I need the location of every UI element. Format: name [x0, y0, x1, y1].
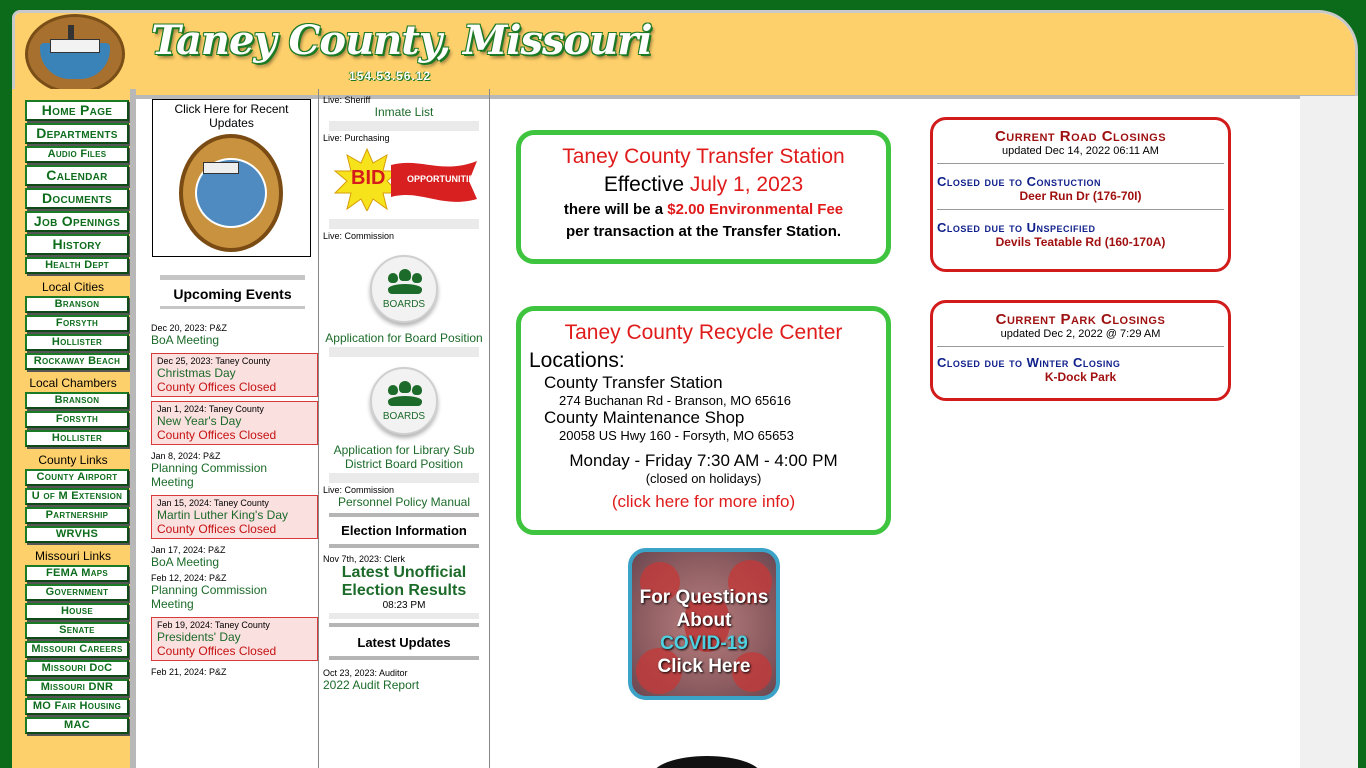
- transfer-station-notice[interactable]: [516, 130, 891, 264]
- more-info-link[interactable]: (click here for more info): [611, 492, 796, 511]
- divider: [329, 544, 479, 548]
- nav-chamber-forsyth[interactable]: Forsyth: [25, 411, 129, 428]
- nav-wrvhs[interactable]: WRVHS: [25, 526, 129, 543]
- holiday-event-item[interactable]: Jan 1, 2024: Taney County New Year's Day County Offices Closed: [151, 401, 318, 445]
- covid-line-2: About: [676, 610, 732, 631]
- effective-date: July 1, 2023: [689, 173, 804, 196]
- commission-label-2: Live: Commission: [323, 485, 395, 495]
- inmate-list-link[interactable]: Inmate List: [374, 105, 434, 119]
- bid-text: BID: [351, 167, 386, 189]
- people-icon: [388, 269, 422, 295]
- update-date: Oct 23, 2023: Auditor: [323, 668, 408, 678]
- nav-senate[interactable]: Senate: [25, 622, 129, 639]
- nav-home-page[interactable]: Home Page: [25, 100, 129, 121]
- nav-city-forsyth[interactable]: Forsyth: [25, 315, 129, 332]
- boards-label: BOARDS: [382, 411, 426, 422]
- recycle-title: Taney County Recycle Center: [564, 321, 843, 344]
- nav-missouri-careers[interactable]: Missouri Careers: [25, 641, 129, 658]
- personnel-policy-link[interactable]: Personnel Policy Manual: [337, 495, 471, 509]
- event-item[interactable]: Dec 20, 2023: P&Z BoA Meeting: [151, 323, 228, 347]
- address-2: 20058 US Hwy 160 - Forsyth, MO 65653: [559, 428, 794, 443]
- road-closings-panel: [930, 117, 1231, 272]
- emergency-management-seal: [179, 134, 283, 252]
- sheriff-label: Live: Sheriff: [323, 95, 371, 105]
- covid-line-4: Click Here: [657, 656, 751, 677]
- nav-divider: [130, 89, 136, 768]
- transfer-title: Taney County Transfer Station: [562, 145, 845, 168]
- event-item[interactable]: Feb 21, 2024: P&Z: [151, 667, 227, 677]
- nav-history[interactable]: History: [25, 234, 129, 255]
- boards-label: BOARDS: [382, 299, 426, 310]
- covid-line-1: For Questions: [639, 587, 769, 608]
- ip-address: 154.53.56.12: [349, 69, 432, 83]
- election-results-link[interactable]: Latest Unofficial Election Results: [341, 564, 467, 599]
- nav-um-extension[interactable]: U of M Extension: [25, 488, 129, 505]
- board-application-link[interactable]: Application for Board Position: [325, 331, 483, 345]
- nav-fema-maps[interactable]: FEMA Maps: [25, 565, 129, 582]
- purchasing-label: Live: Purchasing: [323, 133, 390, 143]
- location-1: County Transfer Station: [544, 373, 723, 392]
- fee-detail: per transaction at the Transfer Station.: [565, 223, 842, 240]
- local-chambers-heading: Local Chambers: [29, 376, 117, 390]
- holiday-event-item[interactable]: Feb 19, 2024: Taney County Presidents' Day County Offices Closed: [151, 617, 318, 661]
- emergency-caption: Click Here for Recent Updates: [174, 102, 289, 130]
- park-updated: updated Dec 2, 2022 @ 7:29 AM: [1000, 328, 1161, 340]
- nav-government[interactable]: Government: [25, 584, 129, 601]
- upcoming-events-heading: Upcoming Events: [173, 286, 292, 302]
- road-item-1[interactable]: Deer Run Dr (176-70I): [1019, 189, 1142, 203]
- nav-chamber-branson[interactable]: Branson: [25, 392, 129, 409]
- library-boards-button[interactable]: [370, 367, 438, 435]
- divider: [329, 347, 479, 357]
- divider: [160, 306, 305, 309]
- election-time: 08:23 PM: [382, 600, 426, 611]
- county-links-heading: County Links: [38, 453, 108, 467]
- people-icon: [388, 381, 422, 407]
- event-item[interactable]: Jan 17, 2024: P&Z BoA Meeting: [151, 545, 226, 569]
- fee-amount: $2.00 Environmental Fee: [667, 201, 844, 218]
- nav-chamber-hollister[interactable]: Hollister: [25, 430, 129, 447]
- audit-report-link[interactable]: 2022 Audit Report: [323, 678, 420, 692]
- right-margin: [1300, 96, 1358, 768]
- nav-departments[interactable]: Departments: [25, 123, 129, 144]
- event-item[interactable]: Jan 8, 2024: P&Z Planning Commission Meeting: [151, 451, 268, 489]
- events-column: [146, 89, 318, 768]
- event-item[interactable]: Feb 12, 2024: P&Z Planning Commission Meeting: [151, 573, 268, 611]
- holiday-note: (closed on holidays): [645, 471, 762, 486]
- location-2: County Maintenance Shop: [544, 408, 745, 427]
- divider: [937, 346, 1224, 347]
- boards-button[interactable]: [370, 255, 438, 323]
- road-category-1: Closed due to Constuction: [937, 174, 1101, 189]
- locations-heading: Locations:: [529, 349, 625, 372]
- opportunities-text: OPPORTUNITIES: [407, 174, 481, 184]
- nav-city-branson[interactable]: Branson: [25, 296, 129, 313]
- divider: [937, 209, 1224, 210]
- county-seal-logo[interactable]: [25, 14, 125, 94]
- site-title: Taney County, Missouri: [151, 17, 652, 64]
- hours: Monday - Friday 7:30 AM - 4:00 PM: [569, 451, 838, 470]
- holiday-event-item[interactable]: Dec 25, 2023: Taney County Christmas Day County Offices Closed: [151, 353, 318, 397]
- divider: [329, 219, 479, 229]
- park-closings-panel: [930, 300, 1231, 401]
- divider: [329, 121, 479, 131]
- address-1: 274 Buchanan Rd - Branson, MO 65616: [559, 393, 791, 408]
- divider: [329, 656, 479, 660]
- left-navigation: [12, 89, 134, 768]
- effective-label: Effective: [603, 173, 685, 196]
- park-closings-heading: Current Park Closings: [995, 311, 1166, 328]
- nav-audio-files[interactable]: Audio Files: [25, 146, 129, 163]
- nav-missouri-dnr[interactable]: Missouri DNR: [25, 679, 129, 696]
- recycle-center-notice[interactable]: [516, 306, 891, 535]
- fee-intro: there will be a: [563, 201, 664, 218]
- nav-city-hollister[interactable]: Hollister: [25, 334, 129, 351]
- nav-job-openings[interactable]: Job Openings: [25, 211, 129, 232]
- nav-mac[interactable]: MAC: [25, 717, 129, 734]
- divider: [329, 473, 479, 483]
- nav-county-airport[interactable]: County Airport: [25, 469, 129, 486]
- nav-missouri-doc[interactable]: Missouri DoC: [25, 660, 129, 677]
- commission-label: Live: Commission: [323, 231, 395, 241]
- local-cities-heading: Local Cities: [41, 280, 105, 294]
- latest-updates-heading: Latest Updates: [357, 635, 451, 650]
- nav-house[interactable]: House: [25, 603, 129, 620]
- emergency-management-panel[interactable]: [152, 99, 311, 257]
- park-category-1: Closed due to Winter Closing: [937, 355, 1121, 370]
- library-board-application-link[interactable]: Application for Library Sub District Board Position: [333, 443, 475, 471]
- site-header: [15, 13, 1355, 99]
- road-updated: updated Dec 14, 2022 06:11 AM: [1002, 145, 1159, 157]
- park-item-1[interactable]: K-Dock Park: [1044, 370, 1117, 384]
- missouri-links-heading: Missouri Links: [34, 549, 112, 563]
- nav-partnership[interactable]: Partnership: [25, 507, 129, 524]
- bid-opportunities-banner[interactable]: [331, 147, 489, 217]
- divider: [329, 613, 479, 619]
- nav-calendar[interactable]: Calendar: [25, 165, 129, 186]
- divider: [329, 513, 479, 517]
- divider: [329, 623, 479, 627]
- nav-city-rockaway-beach[interactable]: Rockaway Beach: [25, 353, 129, 370]
- election-heading: Election Information: [341, 523, 467, 538]
- nav-mo-fair-housing[interactable]: MO Fair Housing: [25, 698, 129, 715]
- road-closings-heading: Current Road Closings: [994, 128, 1167, 145]
- nav-health-dept[interactable]: Health Dept: [25, 257, 129, 274]
- election-date: Nov 7th, 2023: Clerk: [323, 554, 406, 564]
- covid-info-button[interactable]: [628, 548, 780, 700]
- divider: [937, 163, 1224, 164]
- live-updates-column: [318, 89, 490, 768]
- road-category-2: Closed due to Unspecified: [937, 220, 1096, 235]
- road-item-2[interactable]: Devils Teatable Rd (160-170A): [995, 235, 1166, 249]
- nav-documents[interactable]: Documents: [25, 188, 129, 209]
- holiday-event-item[interactable]: Jan 15, 2024: Taney County Martin Luther King's Day County Offices Closed: [151, 495, 318, 539]
- covid-line-3: COVID-19: [660, 633, 748, 654]
